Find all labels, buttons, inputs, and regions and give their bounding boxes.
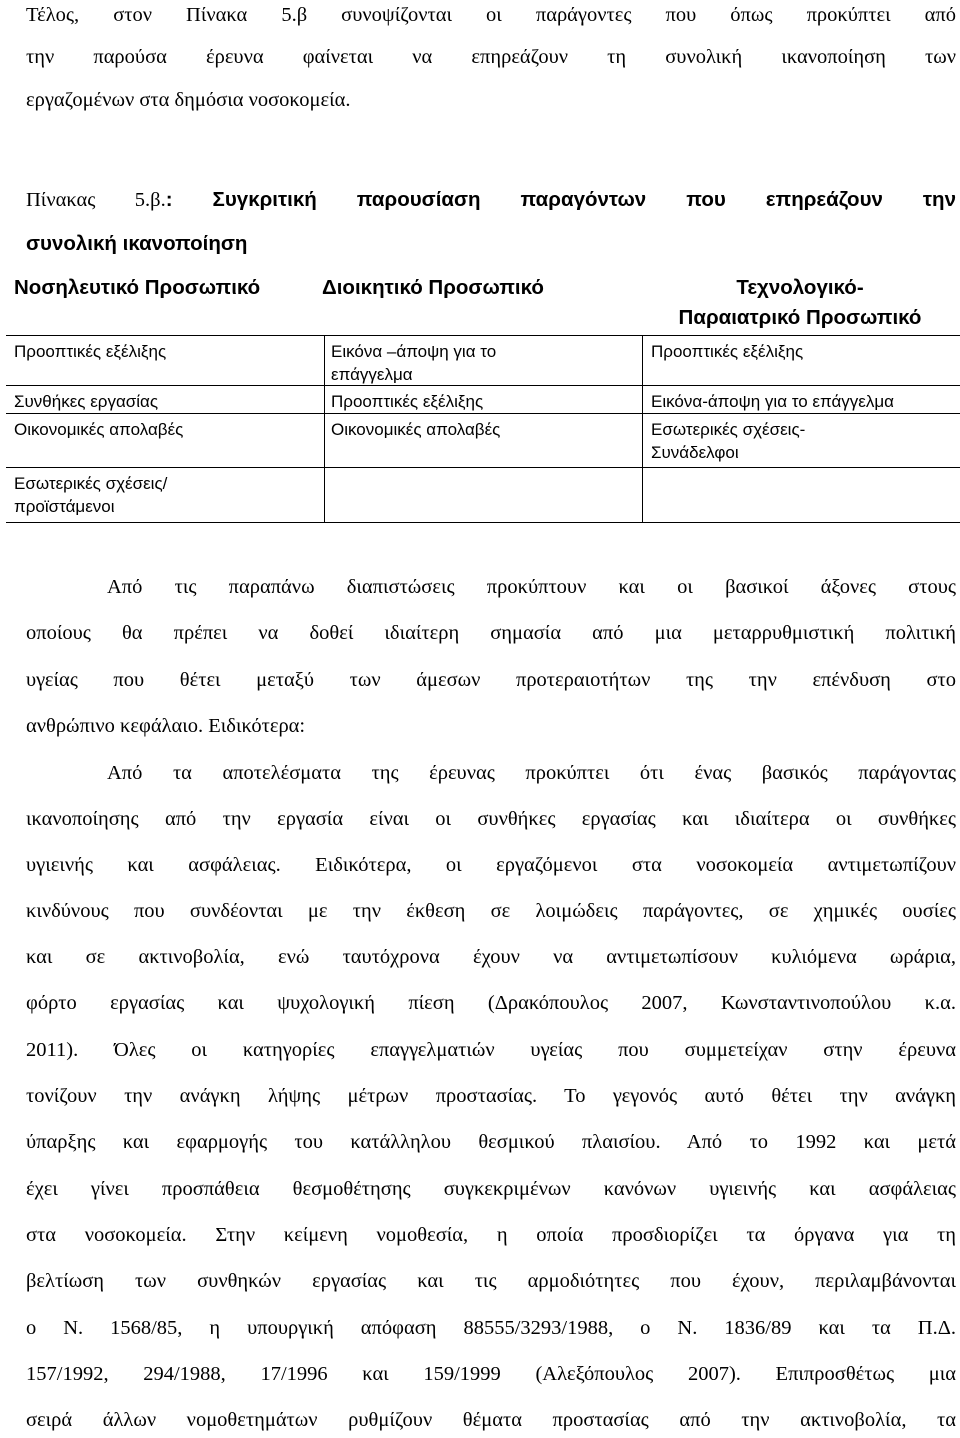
paragraph-2-line-14: 157/1992, 294/1988, 17/1996 και 159/1999 (Αλεξόπουλος 2007). Επιπροσθέτως μια — [26, 1363, 956, 1385]
table-cell-line: Εσωτερικές σχέσεις/ — [14, 474, 168, 493]
paragraph-2-line-1: Από τα αποτελέσματα της έρευνας προκύπτει ότι ένας βασικός παράγοντας — [107, 762, 956, 784]
paragraph-2-line-6: φόρτο εργασίας και ψυχολογική πίεση (Δρακόπουλος 2007, Κωνσταντινοπούλου κ.α. — [26, 992, 956, 1014]
paragraph-2-line-9: ύπαρξης και εφαρμογής του κατάλληλου θεσμικού πλαισίου. Από το 1992 και μετά — [26, 1131, 956, 1153]
intro-line-2: την παρούσα έρευνα φαίνεται να επηρεάζουν τη συνολική ικανοποίηση των — [26, 46, 956, 68]
header-technological-line-2: Παραιατρικό Προσωπικό — [678, 306, 922, 329]
header-administrative-staff: Διοικητικό Προσωπικό — [322, 276, 544, 299]
header-technological-line-1: Τεχνολογικό- — [736, 276, 864, 299]
column-divider — [324, 468, 325, 522]
table-caption — [26, 188, 956, 212]
table-row — [6, 335, 960, 386]
paragraph-2-line-11: στα νοσοκομεία. Στην κείμενη νομοθεσία, η οποία προσδιορίζει τα όργανα για τη — [26, 1224, 956, 1246]
table-cell: Προοπτικές εξέλιξης — [651, 342, 804, 361]
table-row — [6, 413, 960, 468]
column-divider — [324, 414, 325, 468]
paragraph-2-line-2: ικανοποίησης από την εργασία είναι οι συνθήκες εργασίας και ιδιαίτερα οι συνθήκες — [26, 808, 956, 830]
header-nursing-staff: Νοσηλευτικό Προσωπικό — [14, 276, 261, 299]
paragraph-2-line-12: βελτίωση των συνθηκών εργασίας και τις αρμοδιότητες που έχουν, περιλαμβάνονται — [26, 1270, 956, 1292]
column-divider — [642, 414, 643, 468]
table-cell-line: επάγγελμα — [331, 365, 413, 384]
table-caption-line-2: συνολική ικανοποίηση — [26, 232, 248, 255]
paragraph-1-line-3: υγείας που θέτει μεταξύ των άμεσων προτεραιοτήτων της την επένδυση στο — [26, 669, 956, 691]
table-cell: Προοπτικές εξέλιξης — [14, 342, 167, 361]
column-divider — [324, 336, 325, 386]
table-row — [6, 467, 960, 523]
paragraph-1-line-2: οποίους θα πρέπει να δοθεί ιδιαίτερη σημασία από μια μεταρρυθμιστική πολιτική — [26, 622, 956, 644]
table-cell — [331, 340, 631, 386]
table-cell: Προοπτικές εξέλιξης — [331, 392, 484, 411]
paragraph-2-line-3: υγιεινής και ασφάλειας. Ειδικότερα, οι εργαζόμενοι στα νοσοκομεία αντιμετωπίζουν — [26, 854, 956, 876]
paragraph-2-line-4: κινδύνους που συνδέονται με την έκθεση σε λοιμώδεις παράγοντες, σε χημικές ουσίες — [26, 900, 956, 922]
paragraph-2-line-13: ο Ν. 1568/85, η υπουργική απόφαση 88555/3293/1988, ο Ν. 1836/89 και τα Π.Δ. — [26, 1317, 956, 1339]
paragraph-2-line-7: 2011). Όλες οι κατηγορίες επαγγελματιών υγείας που συμμετείχαν στην έρευνα — [26, 1039, 956, 1061]
table-cell: Οικονομικές απολαβές — [14, 420, 184, 439]
table-cell-line: Εσωτερικές σχέσεις- — [651, 420, 806, 439]
table-caption-title: : Συγκριτική παρουσίαση παραγόντων που επηρεάζουν την — [165, 188, 956, 211]
table-cell-line: Εικόνα –άποψη για το — [331, 342, 497, 361]
column-divider — [642, 386, 643, 414]
table-caption-label: Πίνακας 5.β. — [26, 189, 166, 211]
intro-line-1: Τέλος, στον Πίνακα 5.β συνοψίζονται οι παράγοντες που όπως προκύπτει από — [26, 4, 956, 26]
paragraph-1-line-1: Από τις παραπάνω διαπιστώσεις προκύπτουν και οι βασικοί άξονες στους — [107, 576, 956, 598]
paragraph-2-line-10: έχει γίνει προσπάθεια θεσμοθέτησης συγκεκριμένων κανόνων υγιεινής και ασφάλειας — [26, 1178, 956, 1200]
table-cell-line: Συνάδελφοι — [651, 443, 739, 462]
paragraph-1-line-4: ανθρώπινο κεφάλαιο. Ειδικότερα: — [26, 715, 306, 737]
paragraph-2-line-15: σειρά άλλων νομοθετημάτων ρυθμίζουν θέματα προστασίας από την ακτινοβολία, τα — [26, 1409, 956, 1431]
table-cell: Οικονομικές απολαβές — [331, 420, 501, 439]
table-cell: Εικόνα-άποψη για το επάγγελμα — [651, 392, 894, 411]
paragraph-2-line-5: και σε ακτινοβολία, ενώ ταυτόχρονα έχουν να αντιμετωπίσουν κυλιόμενα ωράρια, — [26, 946, 956, 968]
table-row — [6, 385, 960, 414]
table-cell — [14, 472, 314, 518]
table-cell-line: προϊστάμενοι — [14, 497, 115, 516]
table-cell: Συνθήκες εργασίας — [14, 392, 159, 411]
header-technological-paramedical-staff — [650, 273, 950, 333]
column-divider — [324, 386, 325, 414]
paragraph-2-line-8: τονίζουν την ανάγκη λήψης μέτρων προστασίας. Το γεγονός αυτό θέτει την ανάγκη — [26, 1085, 956, 1107]
intro-line-3: εργαζομένων στα δημόσια νοσοκομεία. — [26, 89, 351, 111]
column-divider — [642, 468, 643, 522]
table-cell — [651, 418, 956, 464]
column-divider — [642, 336, 643, 386]
